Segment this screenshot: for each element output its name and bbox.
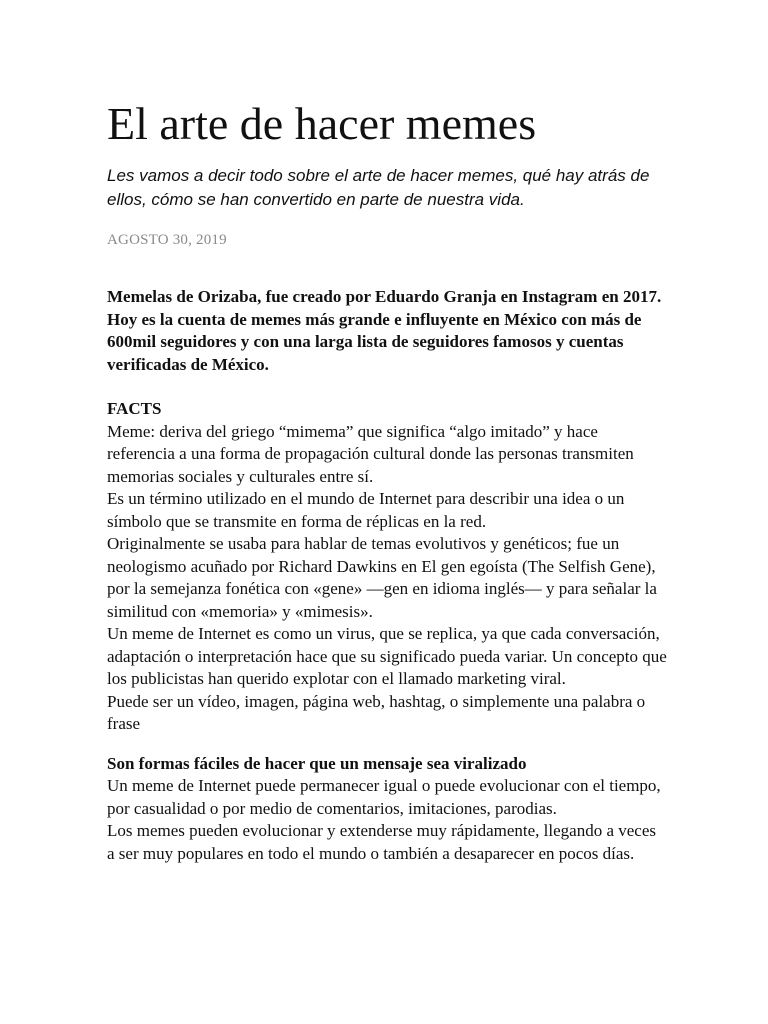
facts-paragraph: Es un término utilizado en el mundo de Internet para describir una idea o un símbolo que se transmite en forma de réplicas en la red. bbox=[107, 489, 625, 531]
facts-paragraph: Originalmente se usaba para hablar de temas evolutivos y genéticos; fue un neologismo acuñado por Richard Dawkins en El gen egoísta (The Selfish Gene), por la semejanza fonética con «gene» —gen en idioma inglés— y para señalar la similitud con «memoria» y «mimesis». bbox=[107, 534, 657, 621]
section-paragraph: Los memes pueden evolucionar y extenderse muy rápidamente, llegando a veces a ser muy populares en todo el mundo o también a desaparecer en pocos días. bbox=[107, 821, 656, 863]
facts-paragraph: Un meme de Internet es como un virus, que se replica, ya que cada conversación, adaptación o interpretación hace que su significado pueda variar. Un concepto que los publicistas han querido explotar con el llamado marketing viral. bbox=[107, 624, 667, 688]
intro-paragraph: Memelas de Orizaba, fue creado por Eduardo Granja en Instagram en 2017. Hoy es la cuenta de memes más grande e influyente en México con más de 600mil seguidores y con una larga lista de seguidores famosos y cuentas verificadas de México. bbox=[107, 287, 662, 374]
facts-heading: FACTS bbox=[107, 399, 162, 418]
section-paragraph: Un meme de Internet puede permanecer igual o puede evolucionar con el tiempo, por casualidad o por medio de comentarios, imitaciones, parodias. bbox=[107, 776, 661, 818]
section-heading: Son formas fáciles de hacer que un mensaje sea viralizado bbox=[107, 753, 527, 773]
article-title: El arte de hacer memes bbox=[107, 98, 537, 149]
facts-paragraph: Puede ser un vídeo, imagen, página web, hashtag, o simplemente una palabra o frase bbox=[107, 691, 646, 733]
article-subtitle: Les vamos a decir todo sobre el arte de hacer memes, qué hay atrás de ellos, cómo se han convertido en parte de nuestra vida. bbox=[107, 166, 650, 209]
facts-paragraph: Meme: deriva del griego “mimema” que significa “algo imitado” y hace referencia a una forma de propagación cultural donde las personas transmiten memorias sociales y culturales entre sí. bbox=[107, 421, 634, 486]
article-body bbox=[107, 286, 667, 865]
article-date: AGOSTO 30, 2019 bbox=[107, 232, 227, 248]
